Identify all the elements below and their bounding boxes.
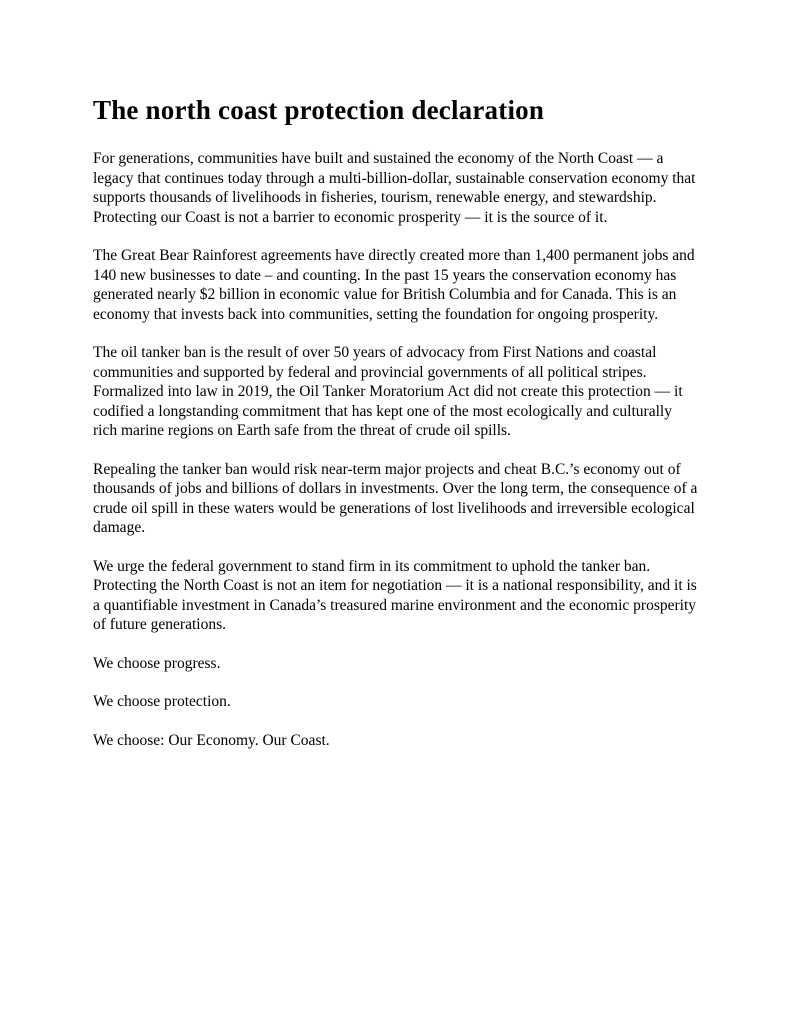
closing-line: We choose progress. [93,654,221,672]
paragraph: The oil tanker ban is the result of over 50 years of advocacy from First Nations and coastal communities and supported by federal and provincial governments of all political stripes. Formalized into law in 2019, the Oil Tanker Moratorium Act did not create this protection — it codified a longstanding commitment that has kept one of the most ecologically and culturally rich marine regions on Earth safe from the threat of crude oil spills. [93,344,683,440]
paragraph: The Great Bear Rainforest agreements have directly created more than 1,400 permanent jobs and 140 new businesses to date – and counting. In the past 15 years the conservation economy has generated nearly $2 billion in economic value for British Columbia and for Canada. This is an economy that invests back into communities, setting the foundation for ongoing prosperity. [93,247,695,323]
paragraph: For generations, communities have built and sustained the economy of the North Coast — a legacy that continues today through a multi-billion-dollar, sustainable conservation economy that supports thousands of livelihoods in fisheries, tourism, renewable energy, and stewardship. Protecting our Coast is not a barrier to economic prosperity — it is the source of it. [93,150,696,226]
paragraph: We urge the federal government to stand firm in its commitment to uphold the tanker ban. Protecting the North Coast is not an item for negotiation — it is a national responsibility, and it is a quantifiable investment in Canada’s treasured marine environment and the economic prosperity of future generations. [93,557,697,634]
closing-line: We choose: Our Economy. Our Coast. [93,731,330,749]
closing-line: We choose protection. [93,693,231,711]
document-title: The north coast protection declaration [93,95,545,125]
paragraph: Repealing the tanker ban would risk near-term major projects and cheat B.C.’s economy out of thousands of jobs and billions of dollars in investments. Over the long term, the consequence of a crude oil spill in these waters would be generations of lost livelihoods and irreversible ecological damage. [93,460,698,537]
